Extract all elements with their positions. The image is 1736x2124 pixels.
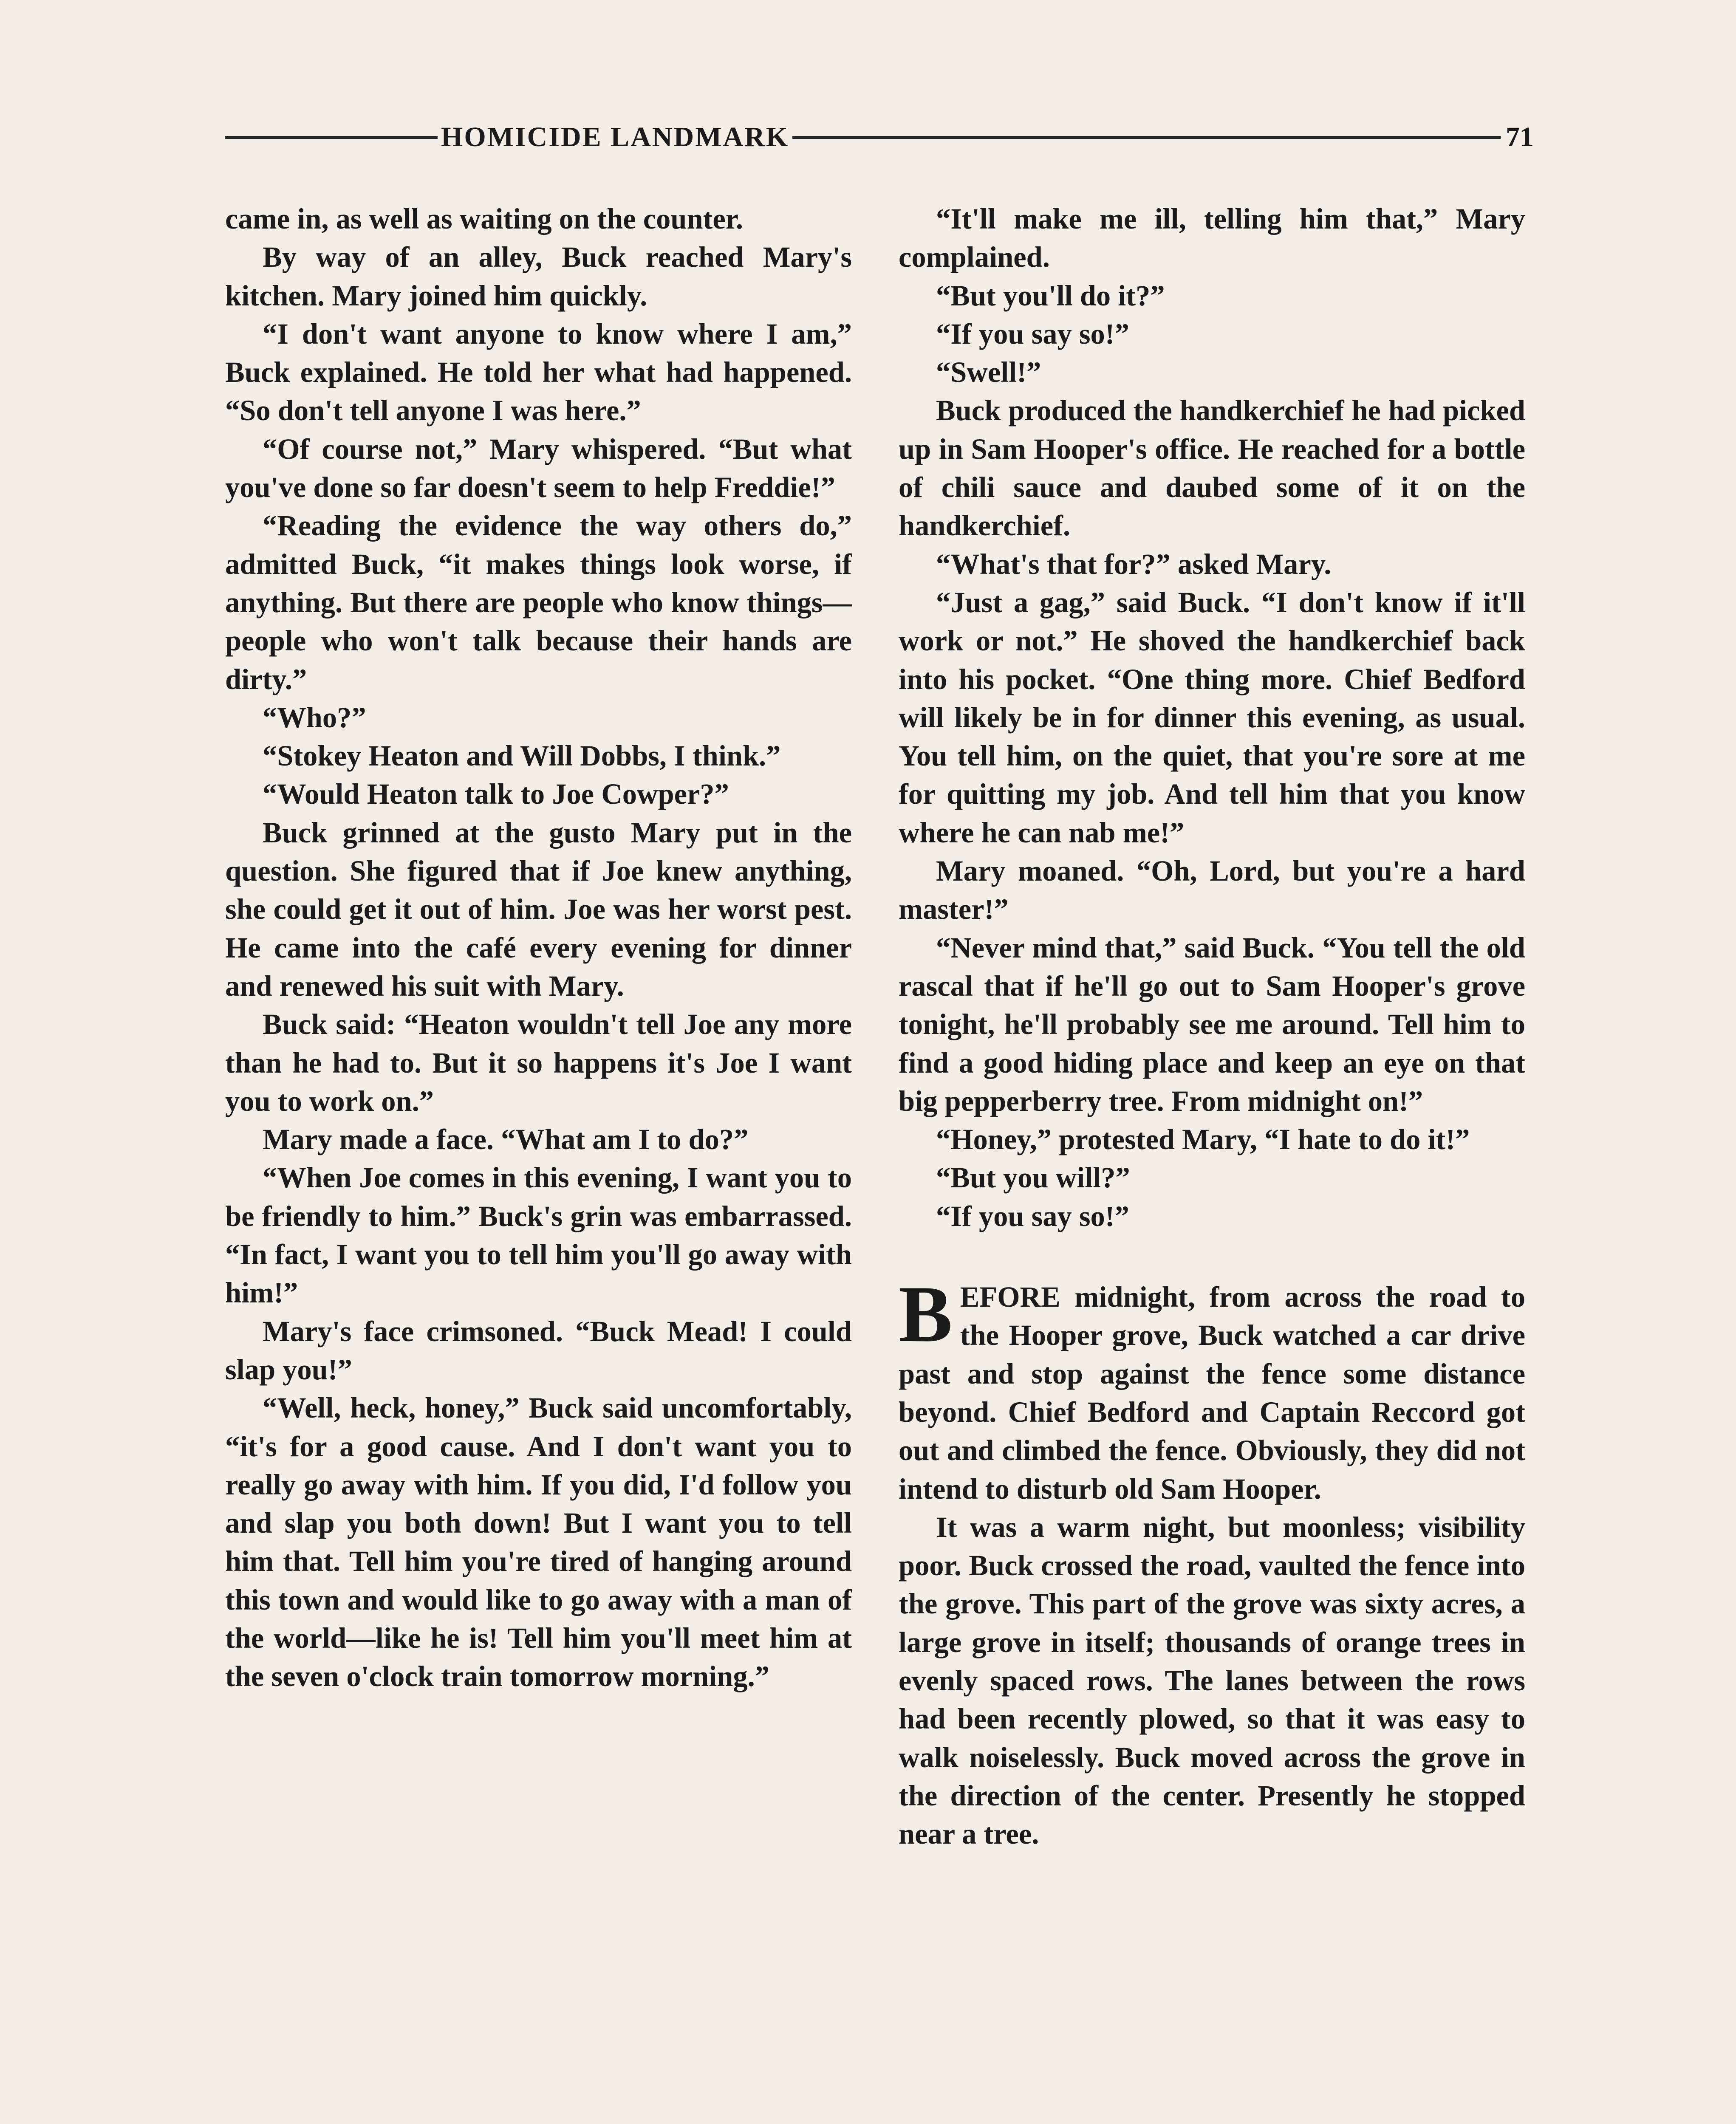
paragraph: Buck grinned at the gusto Mary put in the question. She figured that if Joe knew anything, she could get it out of him. Joe was her worst pest. He came into the café every evening for dinner and renewed his suit with Mary.: [225, 816, 852, 1002]
paragraph: It was a warm night, but moonless; visibility poor. Buck crossed the road, vaulted the fence into the grove. This part of the grove was sixty acres, a large grove in itself; thousands of orange trees in evenly spaced rows. The lanes between the rows had been recently plowed, so that it was easy to walk noiselessly. Buck moved across the grove in the direction of the center. Presently he stopped near a tree.: [899, 1511, 1525, 1850]
paragraph: “It'll make me ill, telling him that,” Mary complained.: [899, 203, 1525, 274]
paragraph: Buck said: “Heaton wouldn't tell Joe any more than he had to. But it so happens it's Joe I want you to work on.”: [225, 1008, 852, 1117]
paragraph: “Well, heck, honey,” Buck said uncomfortably, “it's for a good cause. And I don't want you to really go away with him. If you did, I'd follow you and slap you both down! But I want you to tell him that. Tell him you're tired of hanging around this town and would like to go away with a man of the world—like he is! Tell him you'll meet him at the seven o'clock train tomorrow morning.”: [225, 1392, 852, 1693]
paragraph: “Of course not,” Mary whispered. “But what you've done so far doesn't seem to help Freddie!”: [225, 432, 852, 504]
left-column: [225, 200, 852, 1696]
paragraph: “But you will?”: [936, 1161, 1130, 1194]
header-rule-left: [225, 136, 438, 139]
section-opening-text: EFORE midnight, from across the road to the Hooper grove, Buck watched a car drive past and stop against the fence some distance beyond. Chief Bedford and Captain Reccord got out and climbed the fence. Obviously, they did not intend to disturb old Sam Hooper.: [899, 1281, 1525, 1505]
paragraph: “Stokey Heaton and Will Dobbs, I think.”: [263, 740, 781, 772]
header-title: HOMICIDE LANDMARK: [441, 121, 789, 153]
paragraph: “I don't want anyone to know where I am,” Buck explained. He told her what had happened. “So don't tell anyone I was here.”: [225, 317, 852, 427]
paragraph: came in, as well as waiting on the counter.: [225, 203, 744, 235]
paragraph: Mary moaned. “Oh, Lord, but you're a hard master!”: [899, 855, 1525, 926]
page-number: 71: [1506, 121, 1534, 153]
section-opening-paragraph: [899, 1270, 1525, 1508]
paragraph: “Would Heaton talk to Joe Cowper?”: [263, 778, 729, 811]
paragraph: “When Joe comes in this evening, I want you to be friendly to him.” Buck's grin was embarrassed. “In fact, I want you to tell him you'll go away with him!”: [225, 1161, 852, 1309]
paragraph: “But you'll do it?”: [936, 279, 1165, 312]
paragraph: Mary made a face. “What am I to do?”: [263, 1123, 749, 1156]
right-column: [899, 200, 1525, 1853]
paragraph: “Honey,” protested Mary, “I hate to do it!”: [936, 1123, 1470, 1156]
paragraph: “Just a gag,” said Buck. “I don't know if it'll work or not.” He shoved the handkerchief back into his pocket. “One thing more. Chief Bedford will likely be in for dinner this evening, as usual. You tell him, on the quiet, that you're sore at me for quitting my job. And tell him that you know where he can nab me!”: [899, 586, 1525, 849]
paragraph: “What's that for?” asked Mary.: [936, 548, 1332, 580]
paragraph: “Swell!”: [936, 356, 1041, 389]
running-header: [225, 114, 1534, 161]
paragraph: “Who?”: [263, 701, 366, 734]
drop-cap: B: [899, 1270, 953, 1359]
paragraph: “Never mind that,” said Buck. “You tell the old rascal that if he'll go out to Sam Hooper's grove tonight, he'll probably see me around. Tell him to find a good hiding place and keep an eye on that big pepperberry tree. From midnight on!”: [899, 931, 1525, 1117]
paragraph: By way of an alley, Buck reached Mary's kitchen. Mary joined him quickly.: [225, 241, 852, 312]
paragraph: “If you say so!”: [936, 1200, 1129, 1232]
paragraph: Buck produced the handkerchief he had picked up in Sam Hooper's office. He reached for a bottle of chili sauce and daubed some of it on the handkerchief.: [899, 394, 1525, 542]
header-rule-right: [792, 136, 1501, 139]
paragraph: “Reading the evidence the way others do,” admitted Buck, “it makes things look worse, if anything. But there are people who know things—people who won't talk because their hands are dirty.”: [225, 509, 852, 695]
paragraph: Mary's face crimsoned. “Buck Mead! I could slap you!”: [225, 1315, 852, 1386]
paragraph: “If you say so!”: [936, 317, 1129, 350]
